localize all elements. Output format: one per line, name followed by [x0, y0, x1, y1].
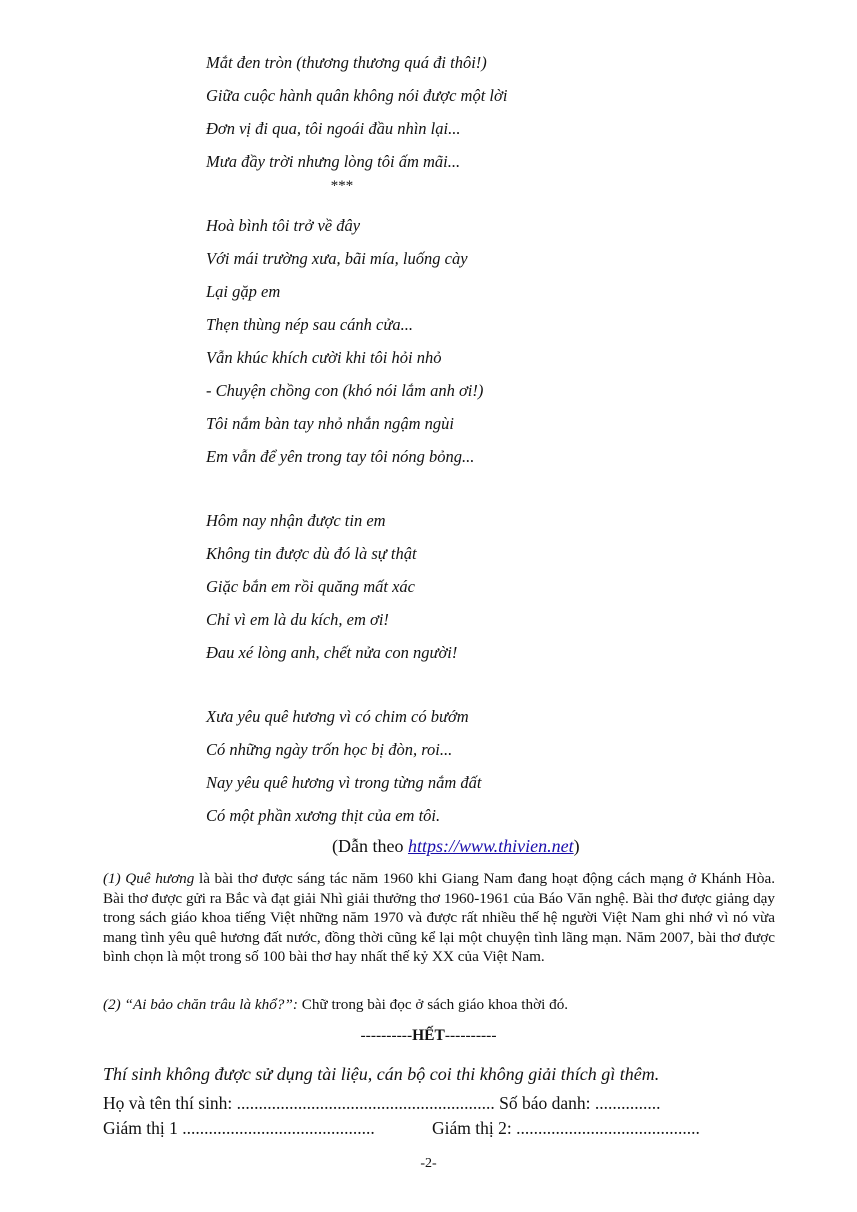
- exam-instruction: Thí sinh không được sử dụng tài liệu, cán bộ coi thi không giải thích gì thêm.: [103, 1064, 660, 1084]
- end-word: HẾT: [412, 1027, 445, 1044]
- poem-line: Nay yêu quê hương vì trong từng nắm đất: [206, 773, 482, 792]
- poem-line: - Chuyện chồng con (khó nói lắm anh ơi!): [206, 381, 484, 400]
- end-dashes-right: ----------: [444, 1027, 497, 1044]
- stanza-divider: ***: [330, 178, 353, 194]
- proctor-2-field: Giám thị 2: ..........................................: [432, 1118, 700, 1138]
- footnote-2-label: (2) “Ai bảo chăn trâu là khổ?”:: [103, 996, 298, 1013]
- poem-line: Mắt đen tròn (thương thương quá đi thôi!): [206, 53, 487, 72]
- poem-line: Mưa đầy trời nhưng lòng tôi ấm mãi...: [206, 152, 461, 171]
- footnote-2: [103, 995, 775, 1015]
- page-number: -2-: [420, 1156, 437, 1171]
- poem-line: Có một phần xương thịt của em tôi.: [206, 806, 441, 825]
- poem-line: Đơn vị đi qua, tôi ngoái đầu nhìn lại...: [206, 119, 461, 138]
- end-dashes-left: ----------: [360, 1027, 413, 1044]
- poem-line: Hôm nay nhận được tin em: [206, 511, 386, 530]
- source-suffix: ): [573, 836, 580, 856]
- poem-stanza-1: [206, 46, 766, 178]
- poem-stanza-4: [206, 700, 766, 832]
- footnote-2-text: Chữ trong bài đọc ở sách giáo khoa thời đó.: [297, 996, 569, 1013]
- poem-line: Đau xé lòng anh, chết nửa con người!: [206, 643, 458, 662]
- footnote-1-text: là bài thơ được sáng tác năm 1960 khi Giang Nam đang hoạt động cách mạng ở Khánh Hòa. Bài thơ được gửi ra Bắc và đạt giải Nhì giải thưởng thơ 1960-1961 của Báo Văn nghệ. Bài thơ được giảng dạy trong sách giáo khoa tiếng Việt những năm 1970 và được rất nhiều thế hệ người Việt Nam ghi nhớ vì nó vừa mang tình yêu quê hương đất nước, đồng thời cũng kể lại một chuyện tình lãng mạn. Năm 2007, bài thơ được bình chọn là một trong số 100 bài thơ hay nhất thế kỷ XX của Việt Nam.: [103, 870, 775, 966]
- candidate-name-field: Họ và tên thí sinh: ........................................................... Số báo danh: ...............: [103, 1093, 661, 1113]
- poem-line: Em vẫn để yên trong tay tôi nóng bỏng...: [206, 447, 475, 466]
- poem-line: Chỉ vì em là du kích, em ơi!: [206, 610, 389, 629]
- footnote-1-label: (1) Quê hương: [103, 870, 195, 887]
- poem-line: Thẹn thùng nép sau cánh cửa...: [206, 315, 413, 334]
- poem-line: Tôi nắm bàn tay nhỏ nhắn ngậm ngùi: [206, 414, 454, 433]
- source-link[interactable]: https://www.thivien.net: [407, 836, 574, 856]
- poem-stanza-2: [206, 209, 766, 473]
- poem-line: Có những ngày trốn học bị đòn, roi...: [206, 740, 453, 759]
- poem-line: Giữa cuộc hành quân không nói được một lời: [206, 86, 508, 105]
- poem-line: Xưa yêu quê hương vì có chim có bướm: [206, 707, 469, 726]
- poem-line: Hoà bình tôi trở về đây: [206, 216, 361, 235]
- poem-stanza-3: [206, 504, 766, 669]
- poem-line: Không tin được dù đó là sự thật: [206, 544, 417, 563]
- poem-line: Lại gặp em: [206, 282, 281, 301]
- source-citation: [332, 836, 580, 857]
- end-marker: [0, 1027, 857, 1045]
- poem-line: Vẫn khúc khích cười khi tôi hỏi nhỏ: [206, 348, 442, 367]
- proctor-1-field: Giám thị 1 ............................................: [103, 1118, 375, 1138]
- poem-line: Với mái trường xưa, bãi mía, luống cày: [206, 249, 468, 268]
- source-prefix: (Dẫn theo: [332, 836, 408, 856]
- poem-line: Giặc bắn em rồi quăng mất xác: [206, 577, 415, 596]
- footnote-1: [103, 869, 775, 967]
